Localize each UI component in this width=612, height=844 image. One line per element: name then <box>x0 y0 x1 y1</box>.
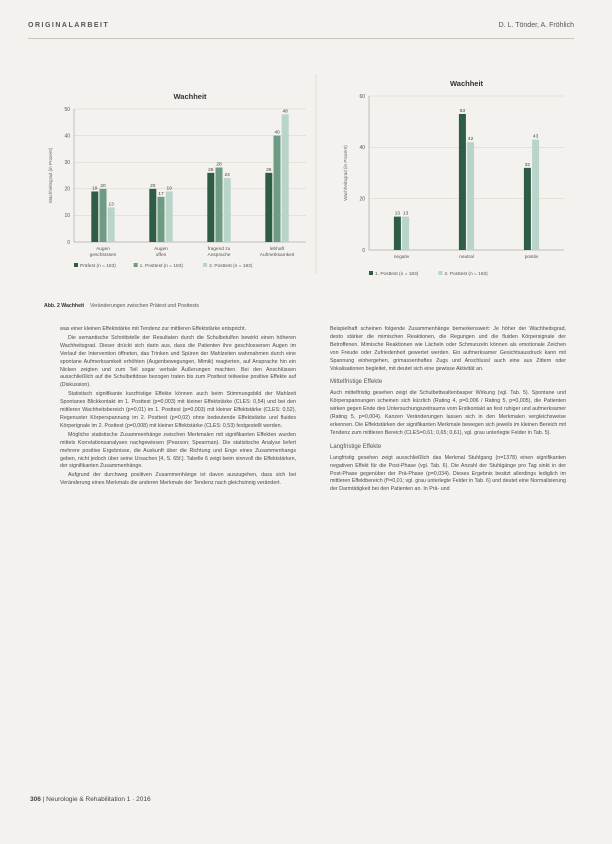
header-rule <box>28 38 574 39</box>
legend-entry: 2. Posttest (n = 183) <box>209 264 253 269</box>
paragraph: Die semantische Schnittstelle der Resultaten durch die Schulbetulfen bewirkt einen höheren Wachheitsgrad. Dieser drückt sich darin aus, dass die Patienten ihre geschlossenen Augen im Verlauf der Intervention öffneten, das Trinken und Spüren der Mahlzeiten wahrnahmen durch eine spontane Aufmerksamkeit erhöhten (Augenbewegungen, Mimik) reagierten, auf Ansprache hin ein Nicken zeigten und zum Teil sogar verbale Äußerungen machten. Bei den Anschlüssen ausschließlich auf die Schulbettdose bezogen traten bis zum Posttest teilweise positive Effekte auf (Diskussion). <box>60 334 296 389</box>
bar <box>108 207 115 242</box>
x-tick-label: neutral <box>459 255 474 260</box>
x-tick-label: geschlossen <box>89 253 117 258</box>
bar <box>274 136 281 242</box>
data-label: 26 <box>208 167 214 173</box>
paragraph: Auch mittelfristig gesehen zeigt die Schulbettwaltenbasper Wirkung (vgl. Tab. 5). Spontane und Körperspannungen scheinen sich kürzlich (Rating 4, p=0,006 / Rating 5, p=0,005), die Patienten wirken gegen Ende des Untersuchungszeitraums vom Erstkontakt an fest ruhiger und aufmerksamer (Rating 5, p=0,004). Kanzen Veränderungen lassen sich in den Merkmalen vergleichsweise erkennen. Die Effektstärken der signifikanten Merkmale bewegen sich jeweils im kleinen Bereich mit Tendenz zum mittleren Bereich (CLES=0,61; 0,65; 0,61), vgl. grau unterlegte Felder in Tab. 5). <box>330 390 566 436</box>
page-footer: 306 | Neurologie & Rehabilitation 1 · 2016 <box>30 796 151 803</box>
legend-swatch <box>203 263 207 267</box>
text-column-right <box>330 326 566 495</box>
bar <box>100 189 107 242</box>
chart-wachheit-grade <box>48 92 306 269</box>
paragraph: Langfristig gesehen zeigt ausschließlich das Merkmal Stuhlgang (n=1378) einen signifikanten negativen Effekt für die Post-Phase (vgl. Tab. 6). Die Anzahl der Stuhlgänge pro Tag sinkt in der Post-Phase gegenüber der Prä-Phase (p=0,034). Dieses Ergebnis besitzt allerdings lediglich im mittleren Effektbereich (f²=0,01; vgl. grau unterlegte Felder in Tab. 6) und deutet eine Normalisierung der Darmtätigkeit bei den Patienten an. In Prä- und <box>330 454 566 493</box>
bar <box>224 178 231 242</box>
data-label: 43 <box>532 134 539 140</box>
x-tick-label: Augen <box>96 247 110 252</box>
y-tick-label: 40 <box>359 145 365 152</box>
x-tick-label: negativ <box>393 255 410 260</box>
x-tick-label: Aufmerksamkeit <box>259 253 295 258</box>
bar <box>532 140 539 250</box>
text-column-left <box>60 326 296 489</box>
data-label: 48 <box>282 109 288 115</box>
data-label: 26 <box>266 167 272 173</box>
y-axis-label: Wachheitsgrad (in Prozent) <box>48 147 53 204</box>
bar <box>265 173 272 242</box>
x-tick-label: Augen <box>154 247 168 252</box>
y-tick-label: 60 <box>359 93 365 100</box>
bar <box>467 142 474 250</box>
chart-title: Wachheit <box>449 79 484 88</box>
y-axis-label: Wachheitsgrad (in Prozent) <box>343 145 348 201</box>
page-number: 306 <box>30 796 41 803</box>
data-label: 20 <box>150 183 156 189</box>
data-label: 17 <box>158 191 164 197</box>
bar <box>207 173 214 242</box>
bar <box>459 114 466 250</box>
data-label: 20 <box>100 183 106 189</box>
running-header-right: D. L. Tönder, A. Fröhlich <box>498 22 574 29</box>
y-tick-label: 20 <box>64 186 70 193</box>
legend-entry: 2. Posttest (n = 183) <box>444 272 488 277</box>
chart-title: Wachheit <box>173 92 207 101</box>
data-label: 40 <box>274 130 280 136</box>
y-tick-label: 0 <box>67 239 70 246</box>
y-tick-label: 50 <box>64 106 70 113</box>
bar <box>216 168 223 242</box>
legend-swatch <box>134 263 138 267</box>
legend-swatch <box>74 263 78 267</box>
data-label: 19 <box>166 186 172 192</box>
data-label: 13 <box>402 211 409 217</box>
chart-wachheit-reactions <box>343 79 564 277</box>
y-tick-label: 0 <box>362 247 365 254</box>
data-label: 13 <box>108 202 114 208</box>
y-tick-label: 20 <box>359 196 365 203</box>
legend-swatch <box>369 271 373 275</box>
bar <box>91 191 98 242</box>
legend-entry: 1. Posttest (n = 183) <box>139 264 183 269</box>
data-label: 28 <box>216 162 222 168</box>
x-tick-label: offen <box>155 253 167 258</box>
bar <box>149 189 156 242</box>
caption-label: Abb. 2 Wachheit <box>44 303 85 309</box>
paragraph: Statistisch signifikante kurzfristige Effekte können auch beim Stimmungsbild der Mahlzeit Spontanes Blickkontakt im 1. Posttest (p=0,003) mit kleiner Effektstärke (CLES: 0,54) und bei den mittleren Wachheitsbereich (p=0,01) im 1. Posttest (p=0,003) mit kleiner Effektstärke (CLES: 0,52), Regenuster Körperspannung im 2. Posttest (p=0,02) ohne bedeutende Effektstärke und fluides Körperignale im 2. Posttest (p=0,008) mit kleiner Effektstärke (CLES: 0,53) festgestellt werden. <box>60 391 296 429</box>
bar <box>402 217 409 250</box>
data-label: 24 <box>224 173 230 179</box>
paragraph: was einer kleinen Effektstärke mit Tendenz zur mittleren Effektstärke entspricht. <box>60 326 247 332</box>
legend-swatch <box>438 271 442 275</box>
bar <box>158 197 165 242</box>
paragraph: Mögliche statistische Zusammenhänge zwischen Merkmalen mit signifikanten Effekten wurden mittels Korrelationsanalysen nachgewiesen (Pearson; Spearman). Die statistische Analyse liefert mehrere positive Ergebnisse, die Auskunft über die Richtung und Enge eines Zusammenhangs geben, nicht jedoch über seine Ursachen [4, S. 65f.]. Tabelle 6 zeigt beim sinnvoll die Effektstärken, der signifikanten Zusammenhänge. <box>60 431 296 470</box>
running-header-left: ORIGINALARBEIT <box>28 22 110 29</box>
figure-2 <box>44 74 576 294</box>
bar <box>524 168 531 250</box>
x-tick-label: Ansprache <box>207 253 231 258</box>
y-tick-label: 10 <box>64 213 70 220</box>
caption-text: Veränderungen zwischen Prätest und Posttests <box>89 303 199 309</box>
figure-caption <box>44 303 199 309</box>
bar <box>282 114 289 242</box>
legend-entry: 1. Posttest (n = 183) <box>375 272 419 277</box>
paragraph: Beispielhaft scheinen folgende Zusammenhänge bemerkenswert: Je höher der Wachheitsgrad, desto stärker die mimischen Reaktionen, die Regungen und die fluiden Körpersignale der Betroffenen. Mimische Reaktionen wie Lächeln oder Schmunzeln können als emotionale Zeichen von Freude oder Zufriedenheit gewertet werden. Ein aufmerksamer Gesichtsausdruck kann mit Spannung einhergehen, grimassenhaftes Zugs und Anschlussl auch eine aus Zittern oder Vokalisationen begleitet, mit deutet sich eine gewisse Aktivität an. <box>330 326 566 372</box>
figure-svg <box>44 74 576 294</box>
x-tick-label: positiv <box>524 255 539 260</box>
bar <box>166 191 173 242</box>
x-tick-label: lebhaft <box>269 247 285 252</box>
bar <box>394 217 401 250</box>
y-tick-label: 30 <box>64 160 70 166</box>
paragraph: Aufgrund der durchweg positiven Zusammenhänge ist davon auszugehen, dass sich bei Veränderung eines Merkmals die anderen Merkmale der Tendenz nach gleichsinnig verändert. <box>60 472 296 487</box>
y-tick-label: 40 <box>64 133 70 140</box>
data-label: 13 <box>394 211 401 217</box>
data-label: 19 <box>92 186 98 192</box>
data-label: 32 <box>524 162 531 168</box>
data-label: 53 <box>459 108 466 114</box>
x-tick-label: fragend zu <box>207 247 231 252</box>
journal-name: Neurologie & Rehabilitation 1 · 2016 <box>46 796 151 803</box>
section-heading: Mittelfristige Effekte <box>330 379 383 386</box>
legend-entry: Präfest (n = 183) <box>80 264 116 269</box>
data-label: 42 <box>467 137 474 143</box>
section-heading: Langfristige Effekte <box>330 443 382 450</box>
